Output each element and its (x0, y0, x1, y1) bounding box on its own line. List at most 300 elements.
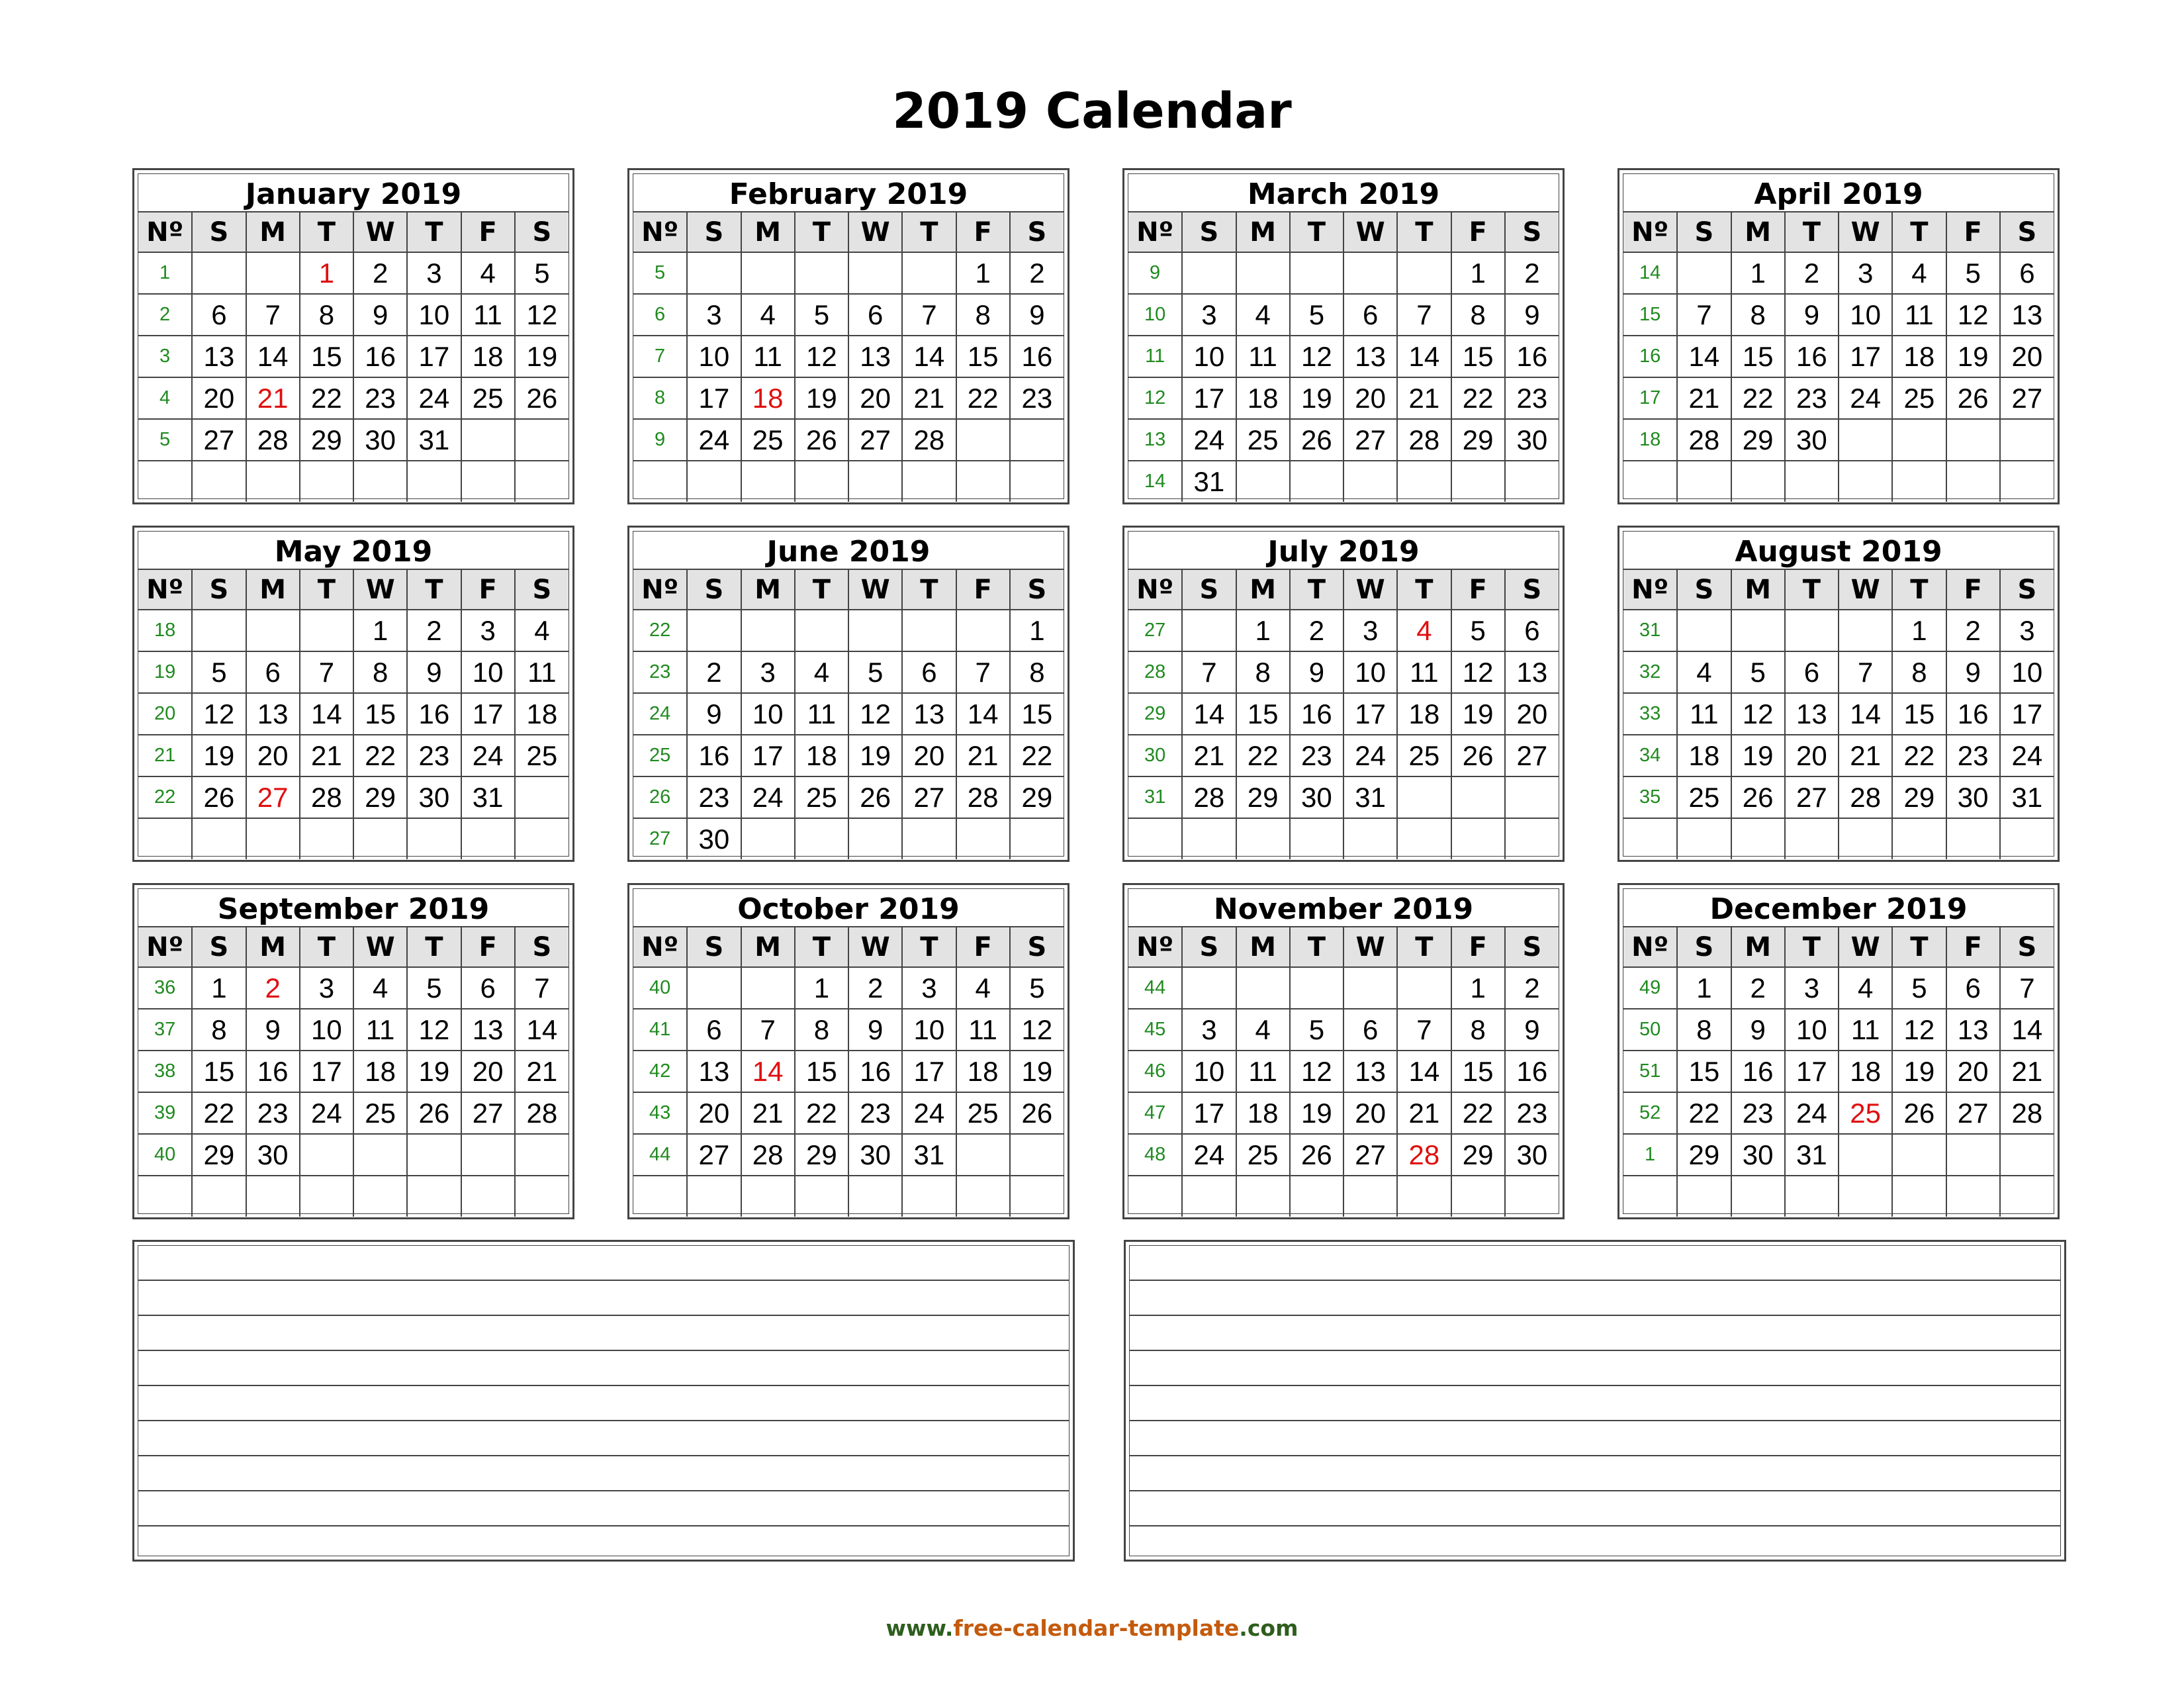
day-cell[interactable]: 14 (902, 336, 956, 377)
day-cell[interactable]: 4 (1677, 651, 1731, 693)
day-cell[interactable]: 11 (795, 693, 848, 735)
day-cell[interactable]: 30 (353, 419, 407, 461)
note-line[interactable] (1130, 1281, 2060, 1316)
day-cell[interactable]: 22 (1731, 377, 1785, 419)
day-cell[interactable]: 28 (1677, 419, 1731, 461)
day-cell[interactable]: 9 (1010, 294, 1064, 336)
day-cell[interactable]: 25 (1236, 1134, 1290, 1176)
day-cell[interactable]: 9 (1785, 294, 1839, 336)
day-cell[interactable]: 14 (1397, 336, 1451, 377)
day-cell[interactable]: 13 (246, 693, 300, 735)
day-cell[interactable]: 23 (1290, 735, 1343, 776)
day-cell[interactable]: 26 (1010, 1092, 1064, 1134)
day-cell[interactable]: 8 (300, 294, 353, 336)
day-cell[interactable]: 12 (192, 693, 246, 735)
day-cell[interactable]: 16 (848, 1051, 902, 1092)
day-cell[interactable]: 27 (461, 1092, 515, 1134)
day-cell[interactable]: 6 (1785, 651, 1839, 693)
day-cell[interactable]: 3 (300, 967, 353, 1009)
day-cell[interactable]: 25 (461, 377, 515, 419)
day-cell[interactable]: 13 (687, 1051, 741, 1092)
day-cell[interactable]: 12 (1451, 651, 1505, 693)
day-cell[interactable]: 23 (246, 1092, 300, 1134)
day-cell[interactable]: 4 (1236, 294, 1290, 336)
day-cell[interactable]: 6 (1505, 610, 1559, 651)
day-cell[interactable]: 23 (1010, 377, 1064, 419)
day-cell[interactable]: 21 (1182, 735, 1236, 776)
day-cell[interactable]: 1 (1677, 967, 1731, 1009)
day-cell[interactable]: 9 (1946, 651, 2000, 693)
day-cell[interactable]: 6 (2000, 252, 2054, 294)
day-cell[interactable]: 25 (1236, 419, 1290, 461)
day-cell[interactable]: 20 (1343, 1092, 1397, 1134)
day-cell[interactable]: 18 (1236, 377, 1290, 419)
day-cell[interactable]: 14 (246, 336, 300, 377)
day-cell[interactable]: 10 (687, 336, 741, 377)
note-line[interactable] (138, 1246, 1069, 1281)
day-cell[interactable]: 17 (300, 1051, 353, 1092)
day-cell[interactable]: 15 (1451, 336, 1505, 377)
day-cell[interactable]: 19 (515, 336, 569, 377)
day-cell[interactable]: 24 (300, 1092, 353, 1134)
day-cell[interactable]: 8 (192, 1009, 246, 1051)
day-cell[interactable]: 10 (1785, 1009, 1839, 1051)
notes-right[interactable] (1124, 1240, 2066, 1562)
day-cell[interactable]: 18 (1677, 735, 1731, 776)
day-cell[interactable]: 19 (1731, 735, 1785, 776)
day-cell[interactable]: 5 (1731, 651, 1785, 693)
day-cell[interactable]: 5 (795, 294, 848, 336)
day-cell[interactable]: 2 (1505, 967, 1559, 1009)
day-cell[interactable]: 19 (192, 735, 246, 776)
day-cell[interactable]: 18 (1892, 336, 1946, 377)
day-cell[interactable]: 1 (1451, 252, 1505, 294)
day-cell[interactable]: 9 (687, 693, 741, 735)
day-cell[interactable]: 19 (848, 735, 902, 776)
note-line[interactable] (138, 1281, 1069, 1316)
day-cell[interactable]: 18 (1839, 1051, 1892, 1092)
day-cell[interactable]: 13 (2000, 294, 2054, 336)
day-cell[interactable]: 1 (1731, 252, 1785, 294)
day-cell[interactable]: 30 (1290, 776, 1343, 818)
day-cell[interactable]: 17 (1182, 1092, 1236, 1134)
day-cell[interactable]: 16 (1505, 336, 1559, 377)
day-cell[interactable]: 2 (1785, 252, 1839, 294)
day-cell[interactable]: 4 (741, 294, 795, 336)
day-cell[interactable]: 29 (1010, 776, 1064, 818)
day-cell[interactable]: 15 (192, 1051, 246, 1092)
day-cell[interactable]: 18 (353, 1051, 407, 1092)
day-cell[interactable]: 28 (515, 1092, 569, 1134)
day-cell[interactable]: 29 (1451, 1134, 1505, 1176)
day-cell[interactable]: 1 (353, 610, 407, 651)
day-cell[interactable]: 25 (1892, 377, 1946, 419)
day-cell[interactable]: 29 (1677, 1134, 1731, 1176)
day-cell[interactable]: 12 (515, 294, 569, 336)
note-line[interactable] (138, 1526, 1069, 1562)
day-cell[interactable]: 4 (795, 651, 848, 693)
day-cell[interactable]: 7 (956, 651, 1010, 693)
day-cell[interactable]: 12 (407, 1009, 461, 1051)
day-cell[interactable]: 11 (515, 651, 569, 693)
day-cell[interactable]: 15 (1010, 693, 1064, 735)
day-cell[interactable]: 22 (353, 735, 407, 776)
day-cell[interactable]: 14 (1397, 1051, 1451, 1092)
day-cell[interactable]: 5 (1451, 610, 1505, 651)
day-cell[interactable]: 30 (848, 1134, 902, 1176)
day-cell[interactable]: 17 (902, 1051, 956, 1092)
day-cell[interactable]: 9 (246, 1009, 300, 1051)
day-cell[interactable]: 20 (1343, 377, 1397, 419)
day-cell[interactable]: 8 (1236, 651, 1290, 693)
day-cell[interactable]: 5 (848, 651, 902, 693)
day-cell[interactable]: 9 (407, 651, 461, 693)
day-cell[interactable]: 26 (192, 776, 246, 818)
day-cell[interactable]: 7 (741, 1009, 795, 1051)
day-cell[interactable]: 19 (1290, 377, 1343, 419)
day-cell[interactable]: 7 (1397, 1009, 1451, 1051)
day-cell[interactable]: 25 (795, 776, 848, 818)
day-cell[interactable]: 17 (1785, 1051, 1839, 1092)
day-cell[interactable]: 11 (1892, 294, 1946, 336)
day-cell[interactable]: 16 (1010, 336, 1064, 377)
day-cell[interactable]: 22 (192, 1092, 246, 1134)
day-cell[interactable]: 5 (1010, 967, 1064, 1009)
day-cell[interactable]: 5 (1946, 252, 2000, 294)
note-line[interactable] (138, 1351, 1069, 1386)
day-cell[interactable]: 22 (1010, 735, 1064, 776)
day-cell[interactable]: 28 (300, 776, 353, 818)
note-line[interactable] (1130, 1491, 2060, 1526)
day-cell[interactable]: 7 (246, 294, 300, 336)
day-cell[interactable]: 20 (1505, 693, 1559, 735)
day-cell[interactable]: 27 (246, 776, 300, 818)
note-line[interactable] (1130, 1386, 2060, 1421)
day-cell[interactable]: 22 (300, 377, 353, 419)
day-cell[interactable]: 12 (1010, 1009, 1064, 1051)
day-cell[interactable]: 10 (1839, 294, 1892, 336)
day-cell[interactable]: 20 (461, 1051, 515, 1092)
day-cell[interactable]: 17 (1839, 336, 1892, 377)
day-cell[interactable]: 16 (1785, 336, 1839, 377)
day-cell[interactable]: 26 (1731, 776, 1785, 818)
day-cell[interactable]: 27 (687, 1134, 741, 1176)
day-cell[interactable]: 2 (1946, 610, 2000, 651)
footer-url[interactable] (0, 1615, 2184, 1641)
day-cell[interactable]: 24 (1839, 377, 1892, 419)
note-line[interactable] (1130, 1316, 2060, 1351)
day-cell[interactable]: 10 (1182, 336, 1236, 377)
day-cell[interactable]: 16 (1731, 1051, 1785, 1092)
day-cell[interactable]: 3 (1785, 967, 1839, 1009)
day-cell[interactable]: 9 (848, 1009, 902, 1051)
day-cell[interactable]: 13 (902, 693, 956, 735)
day-cell[interactable]: 3 (461, 610, 515, 651)
day-cell[interactable]: 13 (1785, 693, 1839, 735)
day-cell[interactable]: 21 (741, 1092, 795, 1134)
day-cell[interactable]: 22 (1892, 735, 1946, 776)
day-cell[interactable]: 3 (2000, 610, 2054, 651)
day-cell[interactable]: 29 (1451, 419, 1505, 461)
day-cell[interactable]: 27 (192, 419, 246, 461)
day-cell[interactable]: 31 (461, 776, 515, 818)
day-cell[interactable]: 23 (1946, 735, 2000, 776)
day-cell[interactable]: 4 (461, 252, 515, 294)
day-cell[interactable]: 31 (1343, 776, 1397, 818)
day-cell[interactable]: 21 (1397, 377, 1451, 419)
day-cell[interactable]: 14 (1677, 336, 1731, 377)
day-cell[interactable]: 8 (1451, 294, 1505, 336)
day-cell[interactable]: 3 (1839, 252, 1892, 294)
day-cell[interactable]: 22 (1677, 1092, 1731, 1134)
day-cell[interactable]: 9 (353, 294, 407, 336)
day-cell[interactable]: 16 (407, 693, 461, 735)
day-cell[interactable]: 11 (1677, 693, 1731, 735)
note-line[interactable] (1130, 1351, 2060, 1386)
day-cell[interactable]: 27 (902, 776, 956, 818)
day-cell[interactable]: 2 (1010, 252, 1064, 294)
day-cell[interactable]: 7 (902, 294, 956, 336)
day-cell[interactable]: 26 (407, 1092, 461, 1134)
day-cell[interactable]: 27 (1785, 776, 1839, 818)
day-cell[interactable]: 26 (1451, 735, 1505, 776)
day-cell[interactable]: 25 (1397, 735, 1451, 776)
day-cell[interactable]: 14 (1839, 693, 1892, 735)
day-cell[interactable]: 22 (795, 1092, 848, 1134)
day-cell[interactable]: 22 (956, 377, 1010, 419)
day-cell[interactable]: 1 (1451, 967, 1505, 1009)
day-cell[interactable]: 10 (461, 651, 515, 693)
day-cell[interactable]: 4 (353, 967, 407, 1009)
day-cell[interactable]: 25 (1677, 776, 1731, 818)
day-cell[interactable]: 23 (407, 735, 461, 776)
day-cell[interactable]: 8 (1010, 651, 1064, 693)
day-cell[interactable]: 18 (461, 336, 515, 377)
day-cell[interactable]: 26 (515, 377, 569, 419)
day-cell[interactable]: 8 (353, 651, 407, 693)
day-cell[interactable]: 23 (848, 1092, 902, 1134)
day-cell[interactable]: 1 (795, 967, 848, 1009)
day-cell[interactable]: 5 (407, 967, 461, 1009)
day-cell[interactable]: 18 (515, 693, 569, 735)
day-cell[interactable]: 30 (246, 1134, 300, 1176)
day-cell[interactable]: 4 (1397, 610, 1451, 651)
day-cell[interactable]: 12 (1290, 1051, 1343, 1092)
day-cell[interactable]: 18 (956, 1051, 1010, 1092)
day-cell[interactable]: 31 (1785, 1134, 1839, 1176)
day-cell[interactable]: 5 (192, 651, 246, 693)
day-cell[interactable]: 11 (461, 294, 515, 336)
day-cell[interactable]: 18 (741, 377, 795, 419)
day-cell[interactable]: 13 (1343, 1051, 1397, 1092)
day-cell[interactable]: 11 (1397, 651, 1451, 693)
day-cell[interactable]: 15 (353, 693, 407, 735)
day-cell[interactable]: 31 (1182, 461, 1236, 502)
day-cell[interactable]: 3 (1182, 294, 1236, 336)
day-cell[interactable]: 14 (956, 693, 1010, 735)
day-cell[interactable]: 18 (1236, 1092, 1290, 1134)
day-cell[interactable]: 28 (741, 1134, 795, 1176)
day-cell[interactable]: 6 (1343, 1009, 1397, 1051)
day-cell[interactable]: 12 (1290, 336, 1343, 377)
day-cell[interactable]: 31 (902, 1134, 956, 1176)
day-cell[interactable]: 17 (687, 377, 741, 419)
day-cell[interactable]: 4 (1839, 967, 1892, 1009)
day-cell[interactable]: 27 (1343, 419, 1397, 461)
day-cell[interactable]: 13 (1505, 651, 1559, 693)
day-cell[interactable]: 15 (1731, 336, 1785, 377)
day-cell[interactable]: 21 (300, 735, 353, 776)
day-cell[interactable]: 21 (956, 735, 1010, 776)
day-cell[interactable]: 14 (741, 1051, 795, 1092)
day-cell[interactable]: 13 (461, 1009, 515, 1051)
day-cell[interactable]: 11 (353, 1009, 407, 1051)
day-cell[interactable]: 1 (300, 252, 353, 294)
day-cell[interactable]: 1 (1236, 610, 1290, 651)
day-cell[interactable]: 20 (192, 377, 246, 419)
day-cell[interactable]: 6 (192, 294, 246, 336)
notes-left[interactable] (132, 1240, 1075, 1562)
day-cell[interactable]: 20 (1946, 1051, 2000, 1092)
day-cell[interactable]: 19 (1290, 1092, 1343, 1134)
day-cell[interactable]: 14 (300, 693, 353, 735)
day-cell[interactable]: 21 (246, 377, 300, 419)
day-cell[interactable]: 21 (902, 377, 956, 419)
day-cell[interactable]: 9 (1505, 1009, 1559, 1051)
day-cell[interactable]: 1 (1010, 610, 1064, 651)
day-cell[interactable]: 17 (741, 735, 795, 776)
day-cell[interactable]: 17 (461, 693, 515, 735)
note-line[interactable] (138, 1316, 1069, 1351)
day-cell[interactable]: 28 (1397, 419, 1451, 461)
day-cell[interactable]: 27 (848, 419, 902, 461)
day-cell[interactable]: 9 (1731, 1009, 1785, 1051)
day-cell[interactable]: 30 (687, 818, 741, 859)
day-cell[interactable]: 29 (300, 419, 353, 461)
day-cell[interactable]: 23 (687, 776, 741, 818)
day-cell[interactable]: 31 (2000, 776, 2054, 818)
day-cell[interactable]: 5 (1892, 967, 1946, 1009)
day-cell[interactable]: 7 (1397, 294, 1451, 336)
note-line[interactable] (138, 1491, 1069, 1526)
day-cell[interactable]: 4 (956, 967, 1010, 1009)
day-cell[interactable]: 7 (300, 651, 353, 693)
day-cell[interactable]: 3 (1343, 610, 1397, 651)
day-cell[interactable]: 20 (848, 377, 902, 419)
day-cell[interactable]: 26 (1892, 1092, 1946, 1134)
day-cell[interactable]: 13 (1946, 1009, 2000, 1051)
day-cell[interactable]: 4 (1236, 1009, 1290, 1051)
day-cell[interactable]: 24 (2000, 735, 2054, 776)
day-cell[interactable]: 1 (956, 252, 1010, 294)
day-cell[interactable]: 29 (1731, 419, 1785, 461)
day-cell[interactable]: 28 (246, 419, 300, 461)
day-cell[interactable]: 23 (1785, 377, 1839, 419)
day-cell[interactable]: 9 (1290, 651, 1343, 693)
day-cell[interactable]: 9 (1505, 294, 1559, 336)
day-cell[interactable]: 19 (1010, 1051, 1064, 1092)
day-cell[interactable]: 29 (1892, 776, 1946, 818)
day-cell[interactable]: 4 (1892, 252, 1946, 294)
day-cell[interactable]: 20 (687, 1092, 741, 1134)
day-cell[interactable]: 22 (1451, 1092, 1505, 1134)
day-cell[interactable]: 2 (848, 967, 902, 1009)
day-cell[interactable]: 14 (515, 1009, 569, 1051)
day-cell[interactable]: 12 (1946, 294, 2000, 336)
day-cell[interactable]: 4 (515, 610, 569, 651)
day-cell[interactable]: 27 (1343, 1134, 1397, 1176)
day-cell[interactable]: 24 (741, 776, 795, 818)
day-cell[interactable]: 7 (515, 967, 569, 1009)
day-cell[interactable]: 14 (1182, 693, 1236, 735)
day-cell[interactable]: 3 (902, 967, 956, 1009)
day-cell[interactable]: 25 (741, 419, 795, 461)
day-cell[interactable]: 6 (461, 967, 515, 1009)
day-cell[interactable]: 28 (956, 776, 1010, 818)
day-cell[interactable]: 6 (1343, 294, 1397, 336)
day-cell[interactable]: 31 (407, 419, 461, 461)
day-cell[interactable]: 3 (407, 252, 461, 294)
day-cell[interactable]: 28 (902, 419, 956, 461)
day-cell[interactable]: 20 (1785, 735, 1839, 776)
day-cell[interactable]: 2 (687, 651, 741, 693)
day-cell[interactable]: 21 (1839, 735, 1892, 776)
day-cell[interactable]: 17 (407, 336, 461, 377)
day-cell[interactable]: 12 (848, 693, 902, 735)
day-cell[interactable]: 13 (192, 336, 246, 377)
day-cell[interactable]: 3 (1182, 1009, 1236, 1051)
day-cell[interactable]: 23 (1731, 1092, 1785, 1134)
day-cell[interactable]: 28 (1182, 776, 1236, 818)
day-cell[interactable]: 28 (1839, 776, 1892, 818)
day-cell[interactable]: 25 (515, 735, 569, 776)
note-line[interactable] (1130, 1456, 2060, 1491)
day-cell[interactable]: 24 (1182, 1134, 1236, 1176)
day-cell[interactable]: 6 (687, 1009, 741, 1051)
day-cell[interactable]: 12 (1892, 1009, 1946, 1051)
day-cell[interactable]: 11 (956, 1009, 1010, 1051)
day-cell[interactable]: 3 (687, 294, 741, 336)
day-cell[interactable]: 11 (1839, 1009, 1892, 1051)
day-cell[interactable]: 5 (1290, 294, 1343, 336)
day-cell[interactable]: 24 (1785, 1092, 1839, 1134)
day-cell[interactable]: 30 (1946, 776, 2000, 818)
day-cell[interactable]: 19 (1451, 693, 1505, 735)
day-cell[interactable]: 15 (1677, 1051, 1731, 1092)
day-cell[interactable]: 28 (2000, 1092, 2054, 1134)
day-cell[interactable]: 17 (1182, 377, 1236, 419)
day-cell[interactable]: 2 (353, 252, 407, 294)
day-cell[interactable]: 30 (1731, 1134, 1785, 1176)
day-cell[interactable]: 29 (192, 1134, 246, 1176)
day-cell[interactable]: 8 (1677, 1009, 1731, 1051)
day-cell[interactable]: 11 (741, 336, 795, 377)
day-cell[interactable]: 21 (1677, 377, 1731, 419)
day-cell[interactable]: 23 (1505, 1092, 1559, 1134)
day-cell[interactable]: 2 (1290, 610, 1343, 651)
day-cell[interactable]: 1 (192, 967, 246, 1009)
day-cell[interactable]: 15 (1892, 693, 1946, 735)
day-cell[interactable]: 10 (2000, 651, 2054, 693)
day-cell[interactable]: 30 (1505, 419, 1559, 461)
day-cell[interactable]: 10 (1182, 1051, 1236, 1092)
day-cell[interactable]: 25 (956, 1092, 1010, 1134)
day-cell[interactable]: 21 (1397, 1092, 1451, 1134)
day-cell[interactable]: 7 (2000, 967, 2054, 1009)
note-line[interactable] (1130, 1526, 2060, 1562)
day-cell[interactable]: 6 (1946, 967, 2000, 1009)
day-cell[interactable]: 19 (407, 1051, 461, 1092)
